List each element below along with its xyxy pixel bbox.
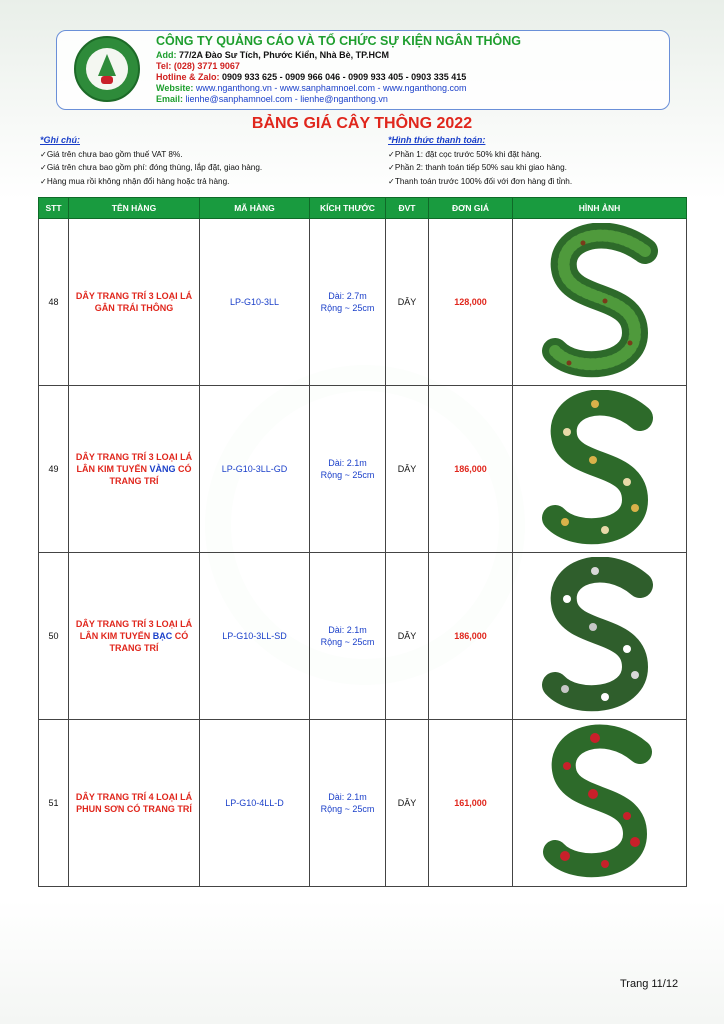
tree-icon [98, 54, 116, 76]
row-stt: 51 [39, 720, 69, 887]
note-item: ✓Giá trên chưa bao gồm phí: đóng thùng, lắp đặt, giao hàng. [40, 163, 263, 172]
size-width: Rộng ~ 25cm [320, 303, 375, 313]
name-text: DÂY TRANG TRÍ 3 LOẠI LÁ LÂN KIM TUYẾN [75, 452, 193, 474]
logo-emblem [86, 48, 128, 90]
row-size [310, 720, 386, 887]
page-number: Trang 11/12 [620, 978, 679, 990]
company-logo [74, 36, 140, 102]
note-item: ✓Giá trên chưa bao gồm thuế VAT 8%. [40, 149, 183, 159]
table-row [39, 386, 687, 553]
size-length: Dài: 2.1m [328, 625, 367, 635]
row-product-name [69, 720, 200, 887]
row-product-code: LP-G10-4LL-D [200, 720, 310, 887]
hotline-value: 0909 933 625 - 0909 966 046 - 0909 933 405 - 0903 335 415 [222, 72, 467, 82]
table-header-row [39, 198, 687, 219]
website-label: Website: [156, 83, 194, 93]
payment-heading: *Hình thức thanh toán: [388, 135, 486, 145]
row-product-name [69, 553, 200, 720]
row-price: 128,000 [429, 219, 513, 386]
size-width: Rộng ~ 25cm [320, 804, 375, 814]
note-item: ✓Hàng mua rồi không nhận đổi hàng hoặc trả hàng. [40, 176, 230, 186]
name-text: DÂY TRANG TRÍ 3 LOẠI LÁ GÂN TRÁI THÔNG [75, 291, 193, 313]
address-label: Add: [156, 50, 177, 60]
row-price: 186,000 [429, 386, 513, 553]
company-tel [156, 61, 240, 71]
payment-item: ✓Phần 2: thanh toán tiếp 50% sau khi giao hàng. [388, 163, 567, 172]
hotline-label: Hotline & Zalo: [156, 72, 220, 82]
row-stt: 50 [39, 553, 69, 720]
price-table [38, 197, 687, 887]
row-stt: 48 [39, 219, 69, 386]
garland-image [535, 390, 665, 548]
row-image [513, 219, 687, 386]
name-text: DÂY TRANG TRÍ 3 LOẠI LÁ LÂN KIM TUYẾN [75, 619, 193, 641]
row-unit: DÂY [386, 553, 429, 720]
row-unit: DÂY [386, 219, 429, 386]
header-price: ĐƠN GIÁ [429, 198, 513, 219]
company-name: CÔNG TY QUẢNG CÁO VÀ TỔ CHỨC SỰ KIỆN NGÂN THÔNG [156, 34, 521, 48]
email-value[interactable]: lienhe@sanphamnoel.com - lienhe@nganthong.vn [185, 94, 388, 104]
header-unit: ĐVT [386, 198, 429, 219]
name-text-after: CÓ TRANG TRÍ [109, 464, 192, 486]
email-label: Email: [156, 94, 184, 104]
address-value: 77/2A Đào Sư Tích, Phước Kiển, Nhà Bè, TP.HCM [179, 50, 389, 60]
row-product-name [69, 386, 200, 553]
name-highlight: VÀNG [149, 464, 176, 474]
bow-icon [101, 76, 113, 84]
row-product-code: LP-G10-3LL [200, 219, 310, 386]
row-size [310, 219, 386, 386]
page-title: BẢNG GIÁ CÂY THÔNG 2022 [251, 115, 473, 132]
name-highlight: BẠC [152, 631, 173, 641]
company-email [156, 94, 388, 104]
name-text-after: CÓ TRANG TRÍ [109, 631, 189, 653]
payment-block [388, 134, 572, 188]
company-hotline [156, 72, 466, 82]
payment-item: ✓Phần 1: đặt cọc trước 50% khi đặt hàng. [388, 149, 542, 159]
header-size: KÍCH THƯỚC [310, 198, 386, 219]
header-stt: STT [39, 198, 69, 219]
header-name: TÊN HÀNG [69, 198, 200, 219]
table-row [39, 219, 687, 386]
tel-value: (028) 3771 9067 [173, 61, 240, 71]
row-unit: DÂY [386, 386, 429, 553]
row-image [513, 720, 687, 887]
website-value[interactable]: www.nganthong.vn - www.sanphamnoel.com - www.nganthong.com [195, 83, 467, 93]
row-stt: 49 [39, 386, 69, 553]
tel-label: Tel: [156, 61, 172, 71]
notes-heading: *Ghi chú: [40, 135, 80, 145]
table-row [39, 553, 687, 720]
background-bottom [0, 900, 724, 1024]
company-website [156, 83, 467, 93]
header-code: MÃ HÀNG [200, 198, 310, 219]
row-price: 161,000 [429, 720, 513, 887]
row-product-code: LP-G10-3LL-GD [200, 386, 310, 553]
company-address [156, 50, 389, 60]
size-width: Rộng ~ 25cm [320, 637, 375, 647]
size-length: Dài: 2.7m [328, 291, 367, 301]
row-image [513, 386, 687, 553]
payment-item: ✓Thanh toán trước 100% đối với đơn hàng đi tỉnh. [388, 176, 573, 186]
row-product-name [69, 219, 200, 386]
garland-image [535, 223, 665, 381]
row-size [310, 553, 386, 720]
garland-image [535, 557, 665, 715]
garland-image [535, 724, 665, 882]
row-size [310, 386, 386, 553]
size-width: Rộng ~ 25cm [320, 470, 375, 480]
row-image [513, 553, 687, 720]
row-unit: DÂY [386, 720, 429, 887]
name-text: DÂY TRANG TRÍ 4 LOẠI LÁ PHUN SƠN CÓ TRANG TRÍ [75, 792, 193, 814]
size-length: Dài: 2.1m [328, 458, 367, 468]
table-row [39, 720, 687, 887]
row-product-code: LP-G10-3LL-SD [200, 553, 310, 720]
header-image: HÌNH ẢNH [513, 198, 687, 219]
size-length: Dài: 2.1m [328, 792, 367, 802]
row-price: 186,000 [429, 553, 513, 720]
notes-block [40, 134, 262, 188]
